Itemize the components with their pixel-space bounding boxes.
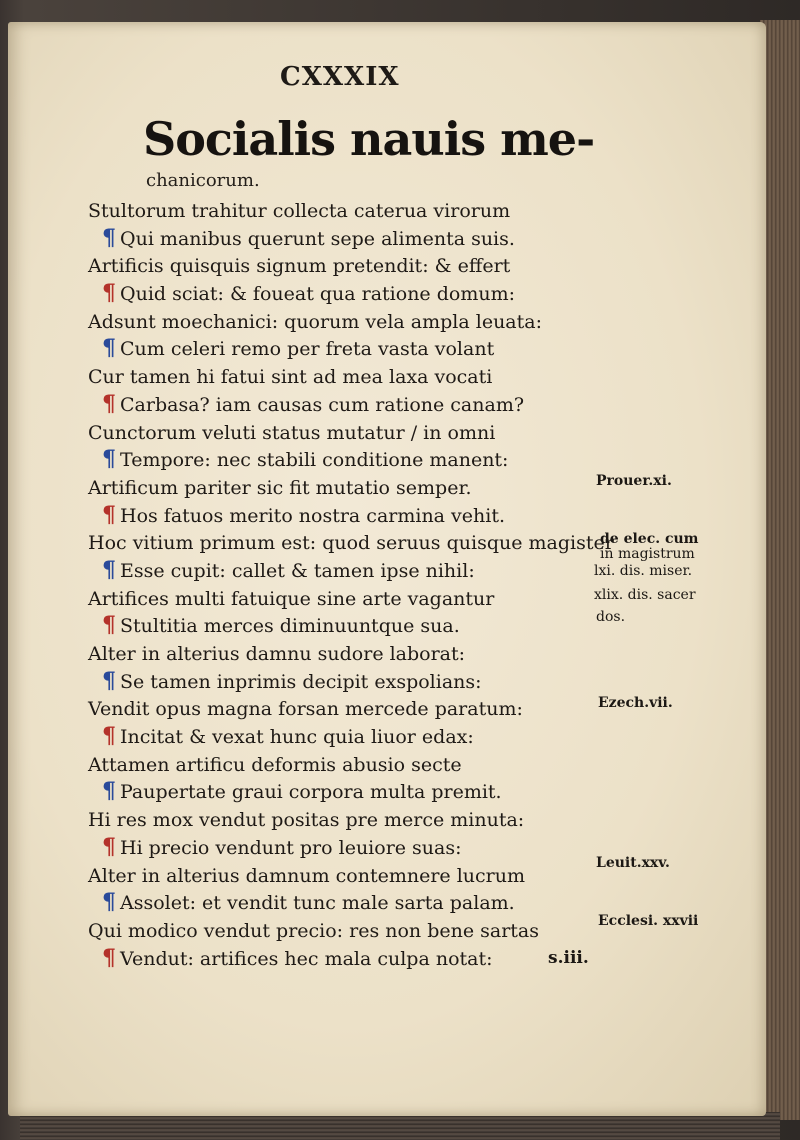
verse-text: Alter in alterius damnu sudore laborat: [88, 643, 466, 665]
blue-pilcrow-icon: ¶ [102, 667, 116, 694]
verse-text: Alter in alterius damnum contemnere lucrum [88, 864, 526, 887]
verse-text: Attamen artificu deformis abusio secte [88, 753, 462, 776]
red-pilcrow-icon: ¶ [102, 280, 116, 307]
verse-line [88, 475, 608, 503]
blue-pilcrow-icon: ¶ [102, 446, 116, 473]
verse-line [88, 669, 608, 697]
verse-line [88, 586, 608, 614]
book-fore-edge [760, 20, 800, 1120]
verse-text: Artificum pariter sic fit mutatio semper. [88, 476, 472, 499]
verse-text: Quid sciat: & foueat qua ratione domum: [120, 283, 515, 306]
verse-line [88, 863, 608, 891]
verse-line [88, 447, 608, 475]
verse-line [88, 503, 608, 531]
verse-line [88, 752, 608, 780]
verse-text: Hi res mox vendut positas pre merce minuta: [88, 809, 525, 832]
verse-text: Cunctorum veluti status mutatur / in omni [88, 421, 496, 444]
verse-line [88, 613, 608, 641]
verse-text: Paupertate graui corpora multa premit. [120, 781, 502, 804]
verse-line [88, 281, 608, 309]
verse-text: Stultorum trahitur collecta caterua virorum [88, 200, 511, 222]
chapter-subtitle: chanicorum. [146, 170, 260, 191]
verse-text: Cum celeri remo per freta vasta volant [120, 338, 495, 361]
verse-text: Hi precio vendunt pro leuiore suas: [120, 836, 462, 859]
verse-line [88, 226, 608, 254]
book-bottom-edge [20, 1112, 780, 1140]
red-pilcrow-icon: ¶ [102, 723, 116, 750]
verse-line [88, 696, 608, 724]
verse-text: Vendit opus magna forsan mercede paratum: [88, 698, 523, 721]
verse-text: Adsunt moechanici: quorum vela ampla leuata: [88, 310, 542, 333]
verse-text: Qui manibus querunt sepe alimenta suis. [120, 227, 515, 250]
margin-note-eccles: Ecclesi. xxvii [598, 913, 699, 929]
verse-text: Cur tamen hi fatui sint ad mea laxa vocati [88, 366, 493, 389]
verse-line [88, 946, 608, 974]
red-pilcrow-icon: ¶ [102, 944, 116, 971]
verse-text: Artificis quisquis signum pretendit: & effert [88, 255, 511, 278]
verse-text: Hos fatuos merito nostra carmina vehit. [120, 504, 506, 527]
margin-note-ezech: Ezech.vii. [598, 695, 673, 711]
verse-text: Tempore: nec stabili conditione manent: [120, 449, 509, 472]
verse-line [88, 253, 608, 281]
verse-text: Hoc vitium primum est: quod seruus quisque magister [88, 532, 614, 555]
verse-line [88, 336, 608, 364]
margin-note-decret-2: in magistrum [600, 546, 695, 562]
verse-line [88, 530, 614, 558]
red-pilcrow-icon: ¶ [102, 612, 116, 639]
signature-mark: s.iii. [548, 948, 589, 968]
verse-line [88, 835, 608, 863]
folio-number: CXXXIX [280, 62, 400, 92]
blue-pilcrow-icon: ¶ [102, 778, 116, 805]
margin-note-leuit: Leuit.xxv. [596, 855, 670, 871]
verse-text: Carbasa? iam causas cum ratione canam? [120, 393, 525, 416]
blue-pilcrow-icon: ¶ [102, 889, 116, 916]
verse-line [88, 807, 608, 835]
margin-note-prouer: Prouer.xi. [596, 473, 672, 489]
verse-text: Vendut: artifices hec mala culpa notat: [120, 947, 493, 970]
chapter-title: Socialis nauis me- [143, 112, 595, 166]
verse-text: Se tamen inprimis decipit exspolians: [120, 670, 482, 693]
verse-text: Qui modico vendut precio: res non bene sartas [88, 919, 539, 942]
margin-note-decret-4: xlix. dis. sacer [594, 587, 696, 603]
verse-line [88, 392, 608, 420]
verse-text: Incitat & vexat hunc quia liuor edax: [120, 726, 474, 749]
blue-pilcrow-icon: ¶ [102, 224, 116, 251]
verse-line [88, 641, 608, 669]
verse-text: Artifices multi fatuique sine arte vagantur [88, 587, 495, 610]
red-pilcrow-icon: ¶ [102, 390, 116, 417]
margin-note-decret-3: lxi. dis. miser. [594, 563, 693, 579]
blue-pilcrow-icon: ¶ [102, 556, 116, 583]
margin-note-decret-5: dos. [596, 609, 626, 625]
verse-line [88, 724, 608, 752]
verse-line [88, 558, 608, 586]
red-pilcrow-icon: ¶ [102, 833, 116, 860]
verse-line [88, 309, 608, 337]
verse-line [88, 779, 608, 807]
red-pilcrow-icon: ¶ [102, 501, 116, 528]
verse-line [88, 198, 608, 226]
margin-note-decret-1: de elec. cum [600, 531, 699, 547]
verse-line [88, 918, 608, 946]
verse-line [88, 890, 608, 918]
verse-line [88, 364, 608, 392]
verse-line [88, 420, 608, 448]
blue-pilcrow-icon: ¶ [102, 335, 116, 362]
verse-text: Esse cupit: callet & tamen ipse nihil: [120, 559, 475, 582]
verse-text: Stultitia merces diminuuntque sua. [120, 615, 460, 638]
verse-text: Assolet: et vendit tunc male sarta palam. [120, 892, 515, 915]
